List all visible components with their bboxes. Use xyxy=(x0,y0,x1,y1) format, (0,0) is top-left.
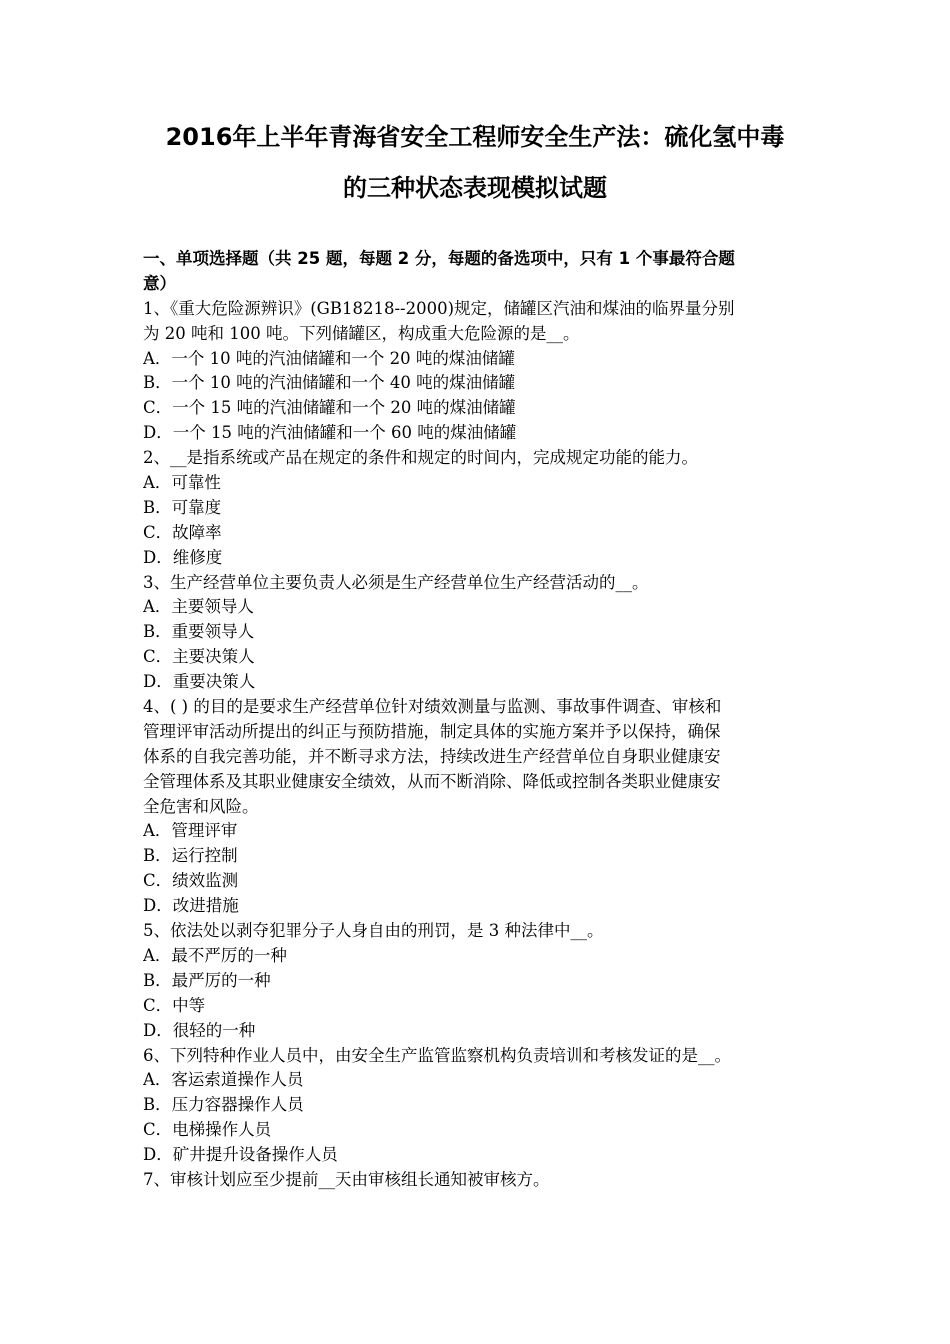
option-b: B．重要领导人 xyxy=(143,622,255,642)
option-d: D．矿井提升设备操作人员 xyxy=(143,1145,338,1165)
question-stem-line: 全危害和风险。 xyxy=(143,796,259,816)
option-c: C．绩效监测 xyxy=(143,871,239,891)
question-stem-line: 为 20 吨和 100 吨。下列储罐区，构成重大危险源的是__。 xyxy=(143,323,580,343)
option-d: D．维修度 xyxy=(143,547,223,567)
option-a: A．可靠性 xyxy=(143,473,221,493)
question-3 xyxy=(143,571,813,695)
option-c: C．主要决策人 xyxy=(143,647,255,667)
question-stem-line: 3、生产经营单位主要负责人必须是生产经营单位生产经营活动的__。 xyxy=(143,572,649,592)
option-b: B．最严厉的一种 xyxy=(143,970,271,990)
option-a: A．最不严厉的一种 xyxy=(143,945,287,965)
option-b: B．可靠度 xyxy=(143,497,222,517)
option-a: A．主要领导人 xyxy=(143,597,254,617)
question-stem-line: 全管理体系及其职业健康安全绩效，从而不断消除、降低或控制各类职业健康安 xyxy=(143,771,721,791)
option-d: D．很轻的一种 xyxy=(143,1020,256,1040)
question-stem-line: 管理评审活动所提出的纠正与预防措施，制定具体的实施方案并予以保持，确保 xyxy=(143,721,721,741)
option-b: B．一个 10 吨的汽油储罐和一个 40 吨的煤油储罐 xyxy=(143,373,516,393)
option-d: D．改进措施 xyxy=(143,896,239,916)
option-a: A．一个 10 吨的汽油储罐和一个 20 吨的煤油储罐 xyxy=(143,348,515,368)
option-a: A．客运索道操作人员 xyxy=(143,1070,304,1090)
question-4 xyxy=(143,695,813,919)
question-stem-line: 7、审核计划应至少提前__天由审核组长通知被审核方。 xyxy=(143,1169,550,1189)
option-c: C．电梯操作人员 xyxy=(143,1120,272,1140)
section-heading-line: 意） xyxy=(143,273,176,293)
question-5 xyxy=(143,919,813,1043)
question-stem-line: 2、__是指系统或产品在规定的条件和规定的时间内，完成规定功能的能力。 xyxy=(143,448,698,468)
option-c: C．中等 xyxy=(143,995,206,1015)
question-stem-line: 体系的自我完善功能，并不断寻求方法，持续改进生产经营单位自身职业健康安 xyxy=(143,746,721,766)
document-body xyxy=(143,247,813,1193)
question-stem-line: 5、依法处以剥夺犯罪分子人身自由的刑罚，是 3 种法律中__。 xyxy=(143,921,604,941)
section-heading xyxy=(143,247,813,297)
section-heading-line: 一、单项选择题（共 25 题，每题 2 分，每题的备选项中，只有 1 个事最符合题 xyxy=(143,249,735,268)
question-stem-line: 4、( ) 的目的是要求生产经营单位针对绩效测量与监测、事故事件调查、审核和 xyxy=(143,697,722,717)
option-c: C．一个 15 吨的汽油储罐和一个 20 吨的煤油储罐 xyxy=(143,398,516,418)
option-a: A．管理评审 xyxy=(143,821,238,841)
option-d: D．重要决策人 xyxy=(143,672,256,692)
option-b: B．运行控制 xyxy=(143,846,238,866)
question-stem-line: 1、《重大危险源辨识》(GB18218--2000)规定，储罐区汽油和煤油的临界量分别 xyxy=(143,298,735,318)
document-title-line-1: 2016年上半年青海省安全工程师安全生产法：硫化氢中毒 xyxy=(165,123,785,151)
option-b: B．压力容器操作人员 xyxy=(143,1095,304,1115)
question-stem-line: 6、下列特种作业人员中，由安全生产监管监察机构负责培训和考核发证的是__。 xyxy=(143,1045,731,1065)
question-1 xyxy=(143,297,813,446)
question-6 xyxy=(143,1044,813,1168)
option-c: C．故障率 xyxy=(143,522,222,542)
document-title-line-2: 的三种状态表现模拟试题 xyxy=(343,174,607,202)
question-2 xyxy=(143,446,813,570)
question-7 xyxy=(143,1168,813,1193)
option-d: D．一个 15 吨的汽油储罐和一个 60 吨的煤油储罐 xyxy=(143,423,517,443)
